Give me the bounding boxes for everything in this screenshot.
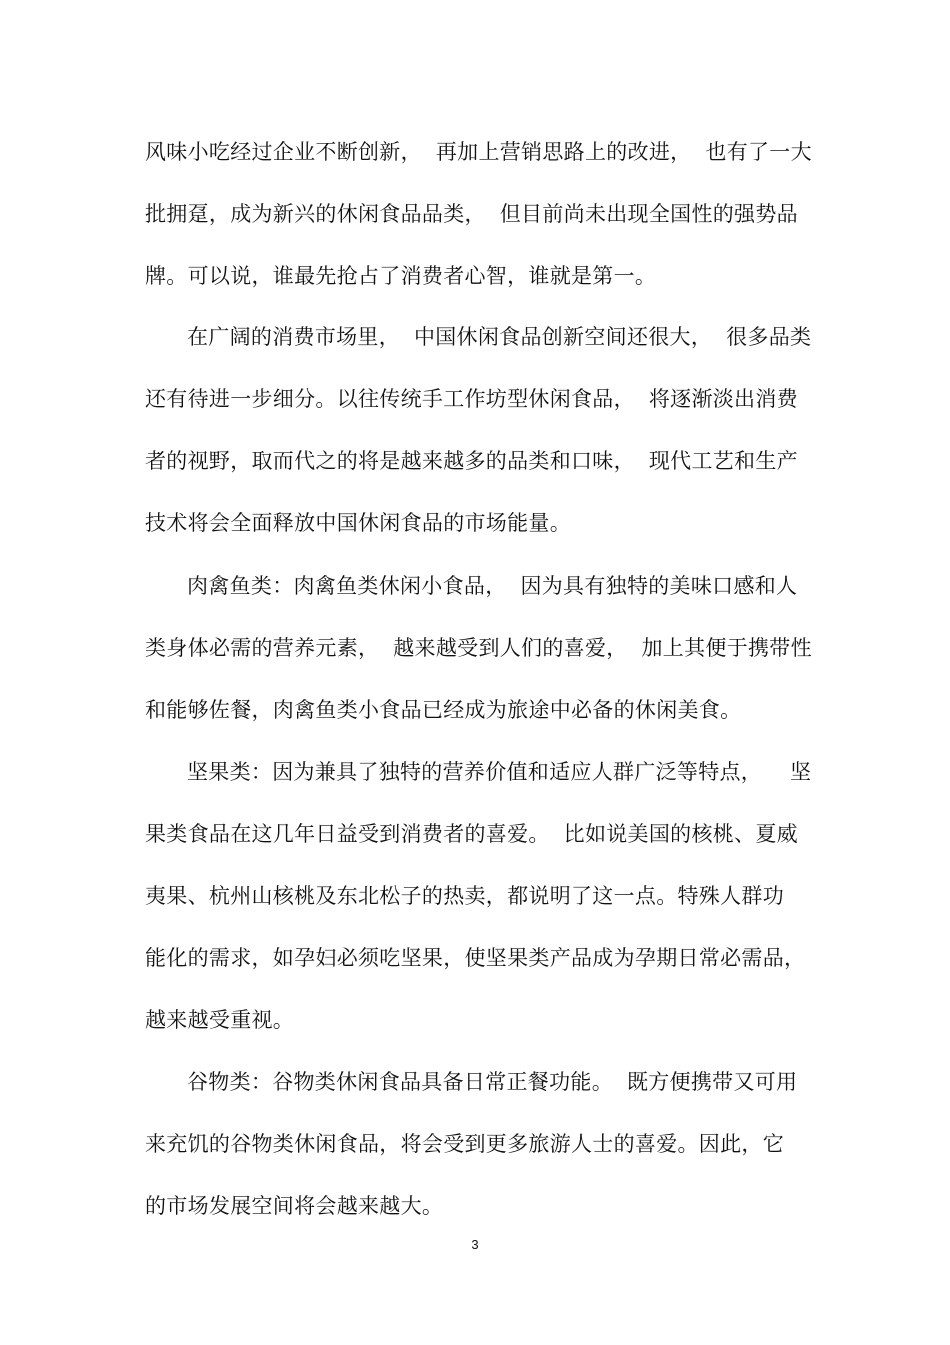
text-line: 在广阔的消费市场里， 中国休闲食品创新空间还很大， 很多品类 (187, 325, 812, 349)
text-line: 还有待进一步细分。以往传统手工作坊型休闲食品， 将逐渐淡出消费 (145, 387, 798, 411)
text-line: 风味小吃经过企业不断创新， 再加上营销思路上的改进， 也有了一大 (145, 140, 812, 164)
text-line: 越来越受重视。 (145, 1008, 295, 1032)
text-line: 能化的需求，如孕妇必须吃坚果，使坚果类产品成为孕期日常必需品， (145, 946, 806, 970)
text-line: 肉禽鱼类：肉禽鱼类休闲小食品， 因为具有独特的美味口感和人 (187, 574, 798, 598)
text-line: 者的视野，取而代之的将是越来越多的品类和口味， 现代工艺和生产 (145, 449, 798, 473)
text-line: 技术将会全面释放中国休闲食品的市场能量。 (145, 511, 571, 535)
text-line: 和能够佐餐，肉禽鱼类小食品已经成为旅途中必备的休闲美食。 (145, 698, 742, 722)
text-line: 的市场发展空间将会越来越大。 (145, 1194, 444, 1218)
text-line: 牌。可以说，谁最先抢占了消费者心智，谁就是第一。 (145, 264, 657, 288)
text-line: 坚果类：因为兼具了独特的营养价值和适应人群广泛等特点， 坚 (187, 760, 812, 784)
text-line: 夷果、杭州山核桃及东北松子的热卖，都说明了这一点。特殊人群功 (145, 884, 784, 908)
text-line: 谷物类：谷物类休闲食品具备日常正餐功能。 既方便携带又可用 (187, 1070, 798, 1094)
text-line: 来充饥的谷物类休闲食品，将会受到更多旅游人士的喜爱。因此，它 (145, 1132, 784, 1156)
page-number: 3 (471, 1237, 479, 1252)
text-line: 批拥趸，成为新兴的休闲食品品类， 但目前尚未出现全国性的强势品 (145, 202, 798, 226)
text-line: 类身体必需的营养元素， 越来越受到人们的喜爱， 加上其便于携带性 (145, 636, 812, 660)
text-line: 果类食品在这几年日益受到消费者的喜爱。 比如说美国的核桃、夏威 (145, 822, 798, 846)
